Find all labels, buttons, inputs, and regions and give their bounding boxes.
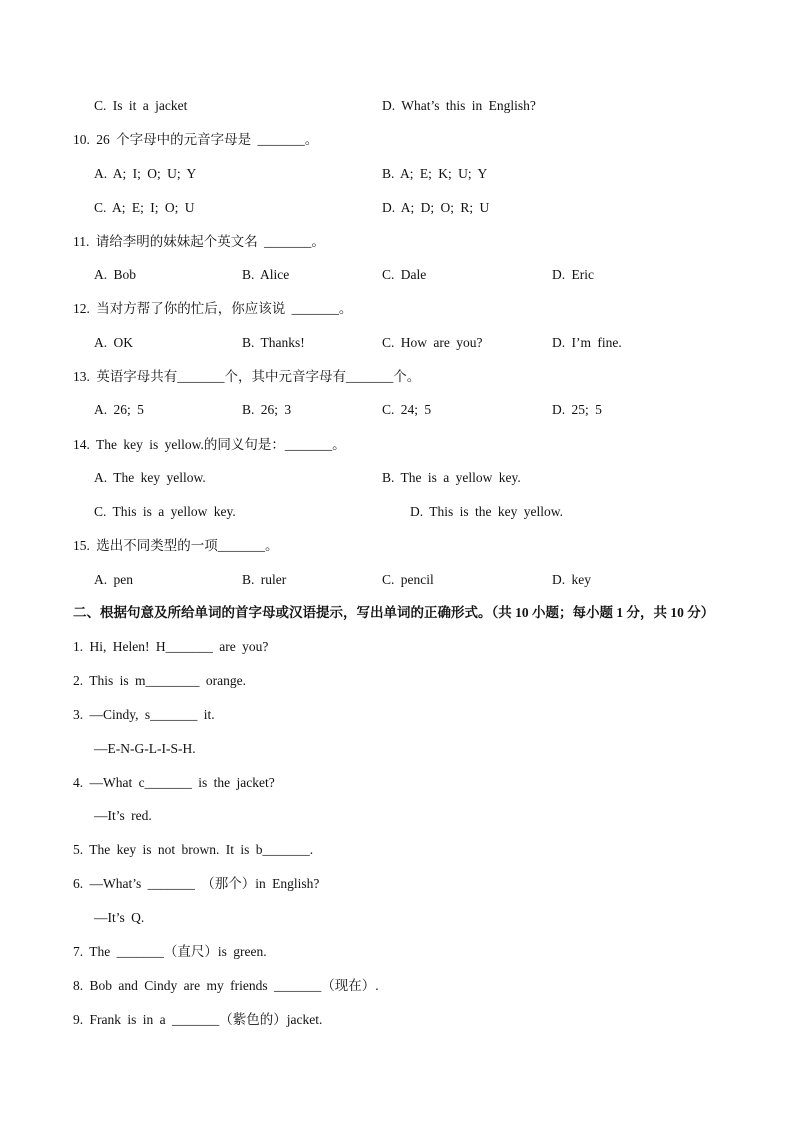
fill-item-7: 7. The _______（直尺）is green. [73,944,267,959]
fill-item-6: 6. —What’s _______ （那个）in English? [73,876,320,891]
q12-stem: 12. 当对方帮了你的忙后，你应该说 _______。 [73,301,353,316]
q14-option-c: C. This is a yellow key. [94,504,236,519]
fill-item-6-answer: —It’s Q. [94,910,145,925]
q11-option-b: B. Alice [242,267,290,282]
fill-item-2: 2. This is m________ orange. [73,673,246,688]
q13-option-b: B. 26; 3 [242,402,292,417]
q11-option-d: D. Eric [552,267,594,282]
q15-stem: 15. 选出不同类型的一项_______。 [73,538,279,553]
q10-option-c: C. A; E; I; O; U [94,200,195,215]
q11-stem: 11. 请给李明的妹妹起个英文名 _______。 [73,234,325,249]
q12-option-a: A. OK [94,335,133,350]
q13-stem: 13. 英语字母共有_______个，其中元音字母有_______个。 [73,369,421,384]
q14-stem: 14. The key is yellow.的同义句是：_______。 [73,437,346,452]
q14-option-a: A. The key yellow. [94,470,206,485]
q15-option-d: D. key [552,572,591,587]
q15-option-a: A. pen [94,572,133,587]
q13-option-c: C. 24; 5 [382,402,432,417]
q12-option-b: B. Thanks! [242,335,305,350]
q10-option-b: B. A; E; K; U; Y [382,166,488,181]
fill-item-4-answer: —It’s red. [94,808,152,823]
q12-option-d: D. I’m fine. [552,335,622,350]
q15-option-b: B. ruler [242,572,287,587]
fill-item-3-answer: —E-N-G-L-I-S-H. [94,741,196,756]
q9-option-d: D. What’s this in English? [382,98,536,113]
fill-item-3: 3. —Cindy, s_______ it. [73,707,215,722]
q11-option-c: C. Dale [382,267,427,282]
q10-option-a: A. A; I; O; U; Y [94,166,197,181]
q13-option-a: A. 26; 5 [94,402,144,417]
q13-option-d: D. 25; 5 [552,402,602,417]
q14-option-b: B. The is a yellow key. [382,470,521,485]
q10-stem: 10. 26 个字母中的元音字母是 _______。 [73,132,319,147]
q15-option-c: C. pencil [382,572,434,587]
fill-item-4: 4. —What c_______ is the jacket? [73,775,275,790]
q9-option-c: C. Is it a jacket [94,98,188,113]
fill-item-1: 1. Hi, Helen! H_______ are you? [73,639,269,654]
fill-item-9: 9. Frank is in a _______（紫色的）jacket. [73,1012,323,1027]
q14-option-d: D. This is the key yellow. [410,504,563,519]
fill-item-8: 8. Bob and Cindy are my friends _______（现在）. [73,978,379,993]
q11-option-a: A. Bob [94,267,137,282]
q12-option-c: C. How are you? [382,335,483,350]
section-heading: 二、根据句意及所给单词的首字母或汉语提示，写出单词的正确形式。（共 10 小题；每小题 1 分，共 10 分） [73,605,715,620]
q10-option-d: D. A; D; O; R; U [382,200,490,215]
fill-item-5: 5. The key is not brown. It is b_______. [73,842,314,857]
